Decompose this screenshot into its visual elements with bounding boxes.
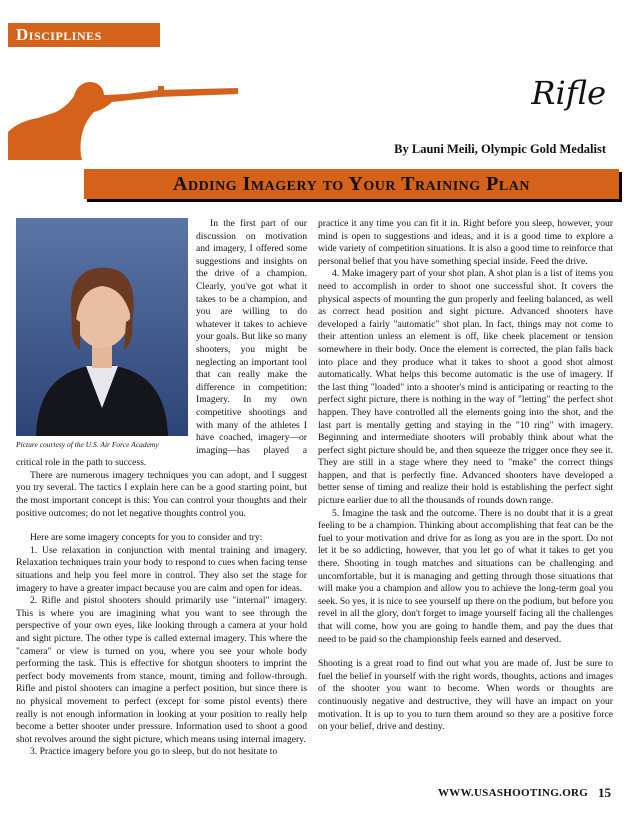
shooter-silhouette xyxy=(8,62,238,160)
footer-website: WWW.USASHOOTING.ORG xyxy=(438,787,589,799)
article-headline: Adding Imagery to Your Training Plan xyxy=(173,173,530,195)
col2-paragraph-2: 4. Make imagery part of your shot plan. A shot plan is a list of items you need to accomplish in order to shoot one successful shot. It covers the physical aspects of mounting the gun properly and feeling balanced, as well as correct head position and sight picture. Advanced shooters have developed a fairly "automatic" shot plan. In fact, things may not come to their attention unless an element is off, like cheek placement or tension somewhere in their body. Once the element is corrected, the plan falls back into place and they produce what it takes to shoot a good shot almost automatically. What helps this become automatic is the use of imagery. If the last thing "loaded" into a shooter's mind is anticipating or reacting to the perfect sight picture, there is nothing in the way of "letting" the perfect shot happen. They have controlled all the elements going into the shot, and the last part is mentally getting and staying in the "10 ring" with imagery. Beginning and intermediate shooters will probably think about what the perfect sight picture should be, and then squeeze the trigger once they see it. They are still in a stage where they need to "make" the correct things happen, and that is perfectly fine. Advanced shooters have developed a better sense of timing and realize their hold is establishing the perfect sight picture earlier due to all the thousands of rounds down range. xyxy=(318,268,613,507)
article-column-left xyxy=(16,218,307,759)
col1-paragraph-1: In the first part of our discussion on motivation and imagery, I offered some suggestions and insights on the drive of a champion. Clearly, you've got what it takes to be a champion, and you are willing to do whatever it takes to achieve your goals. But like so many shooters, you might be neglecting an important tool that can really make the difference in competition: Imagery. In my own competitive shootings and with many of the athletes I have coached, imagery—or imaging—has played a critical role in the path to success. xyxy=(16,218,307,469)
article-column-right xyxy=(318,218,613,734)
col1-paragraph-6: 3. Practice imagery before you go to sleep, but do not hesitate to xyxy=(30,746,278,758)
col1-paragraph-2: There are numerous imagery techniques you can adopt, and I suggest you try several. The tactics I explain here can be a good starting point, but the most important concept is this: You can control your thoughts and their positive outcomes; do not let negative thoughts control you. xyxy=(16,469,307,519)
col1-paragraph-4: 1. Use relaxation in conjunction with mental training and imagery. Relaxation techniques train your body to respond to cues when facing tense situations and help you feel more in control. They also set the stage for imagery to have a greater impact because you are calm and open for ideas. xyxy=(16,544,307,594)
col2-paragraph-1: practice it any time you can fit it in. Right before you sleep, however, your mind is open to suggestions and ideas, and it is a good time to explore a wide variety of competition situations. It is also a good time to reinforce that personal belief that you have something special inside. Feed the drive. xyxy=(318,218,613,267)
author-photo xyxy=(16,218,188,454)
discipline-title: Rifle xyxy=(531,74,606,112)
col2-paragraph-3: 5. Imagine the task and the outcome. There is no doubt that it is a great feeling to be a champion. Thinking about accomplishing that feat can be the fuel to your motivation and drive for as long as you are in the sport. Do not let it be so addicting, however, that you let go of what it takes to get you there. Shooting in tough matches and situations can be challenging and uncomfortable, but it is managing and getting through those situations that will make you a champion and allow you to achieve the long-term goal you seek. So yes, it is nice to see yourself up there on the podium, but before you revel in all the glory, don't forget to image yourself facing all the challenges that will come, how you are going to handle them, and pay the dues that need to be paid so the championship feels earned and deserved. xyxy=(318,507,613,645)
col1-paragraph-3: Here are some imagery concepts for you to consider and try: xyxy=(30,532,263,544)
photo-caption: Picture courtesy of the U.S. Air Force Academy xyxy=(16,440,159,449)
page-number: 15 xyxy=(598,785,611,800)
col2-paragraph-4: Shooting is a great road to find out what you are made of. Just be sure to fuel the belief in yourself with the right words, thoughts, actions and images of the shooter you want to become. When words or thoughts are continuously negative and destructive, they will have an impact on your motivation. It is up to you to turn them around so they are a positive force on your belief, drive and destiny. xyxy=(318,658,613,733)
author-byline: By Launi Meili, Olympic Gold Medalist xyxy=(394,142,606,156)
section-tab: Disciplines xyxy=(8,23,160,47)
col1-paragraph-5: 2. Rifle and pistol shooters should primarily use "internal" imagery. This is where you are imagining what you want to see through the perspective of your own eyes, like looking through a camera at your hold and sight picture. The other type is called external imagery. This where the "camera" or view is turned on you, where you see your whole body performing the task. This is effective for shotgun shooters to imprint the perfect body movements from stance, mount, timing and follow-through. Rifle and pistol shooters can imagine a perfect position, but since there is no physical movement to perfect (except for some pistol events) there really is not enough information in looking at your position to really help become a better shooter under pressure. Information used to shoot a good shot revolves around the sight picture, which means using internal imagery. xyxy=(16,595,307,745)
